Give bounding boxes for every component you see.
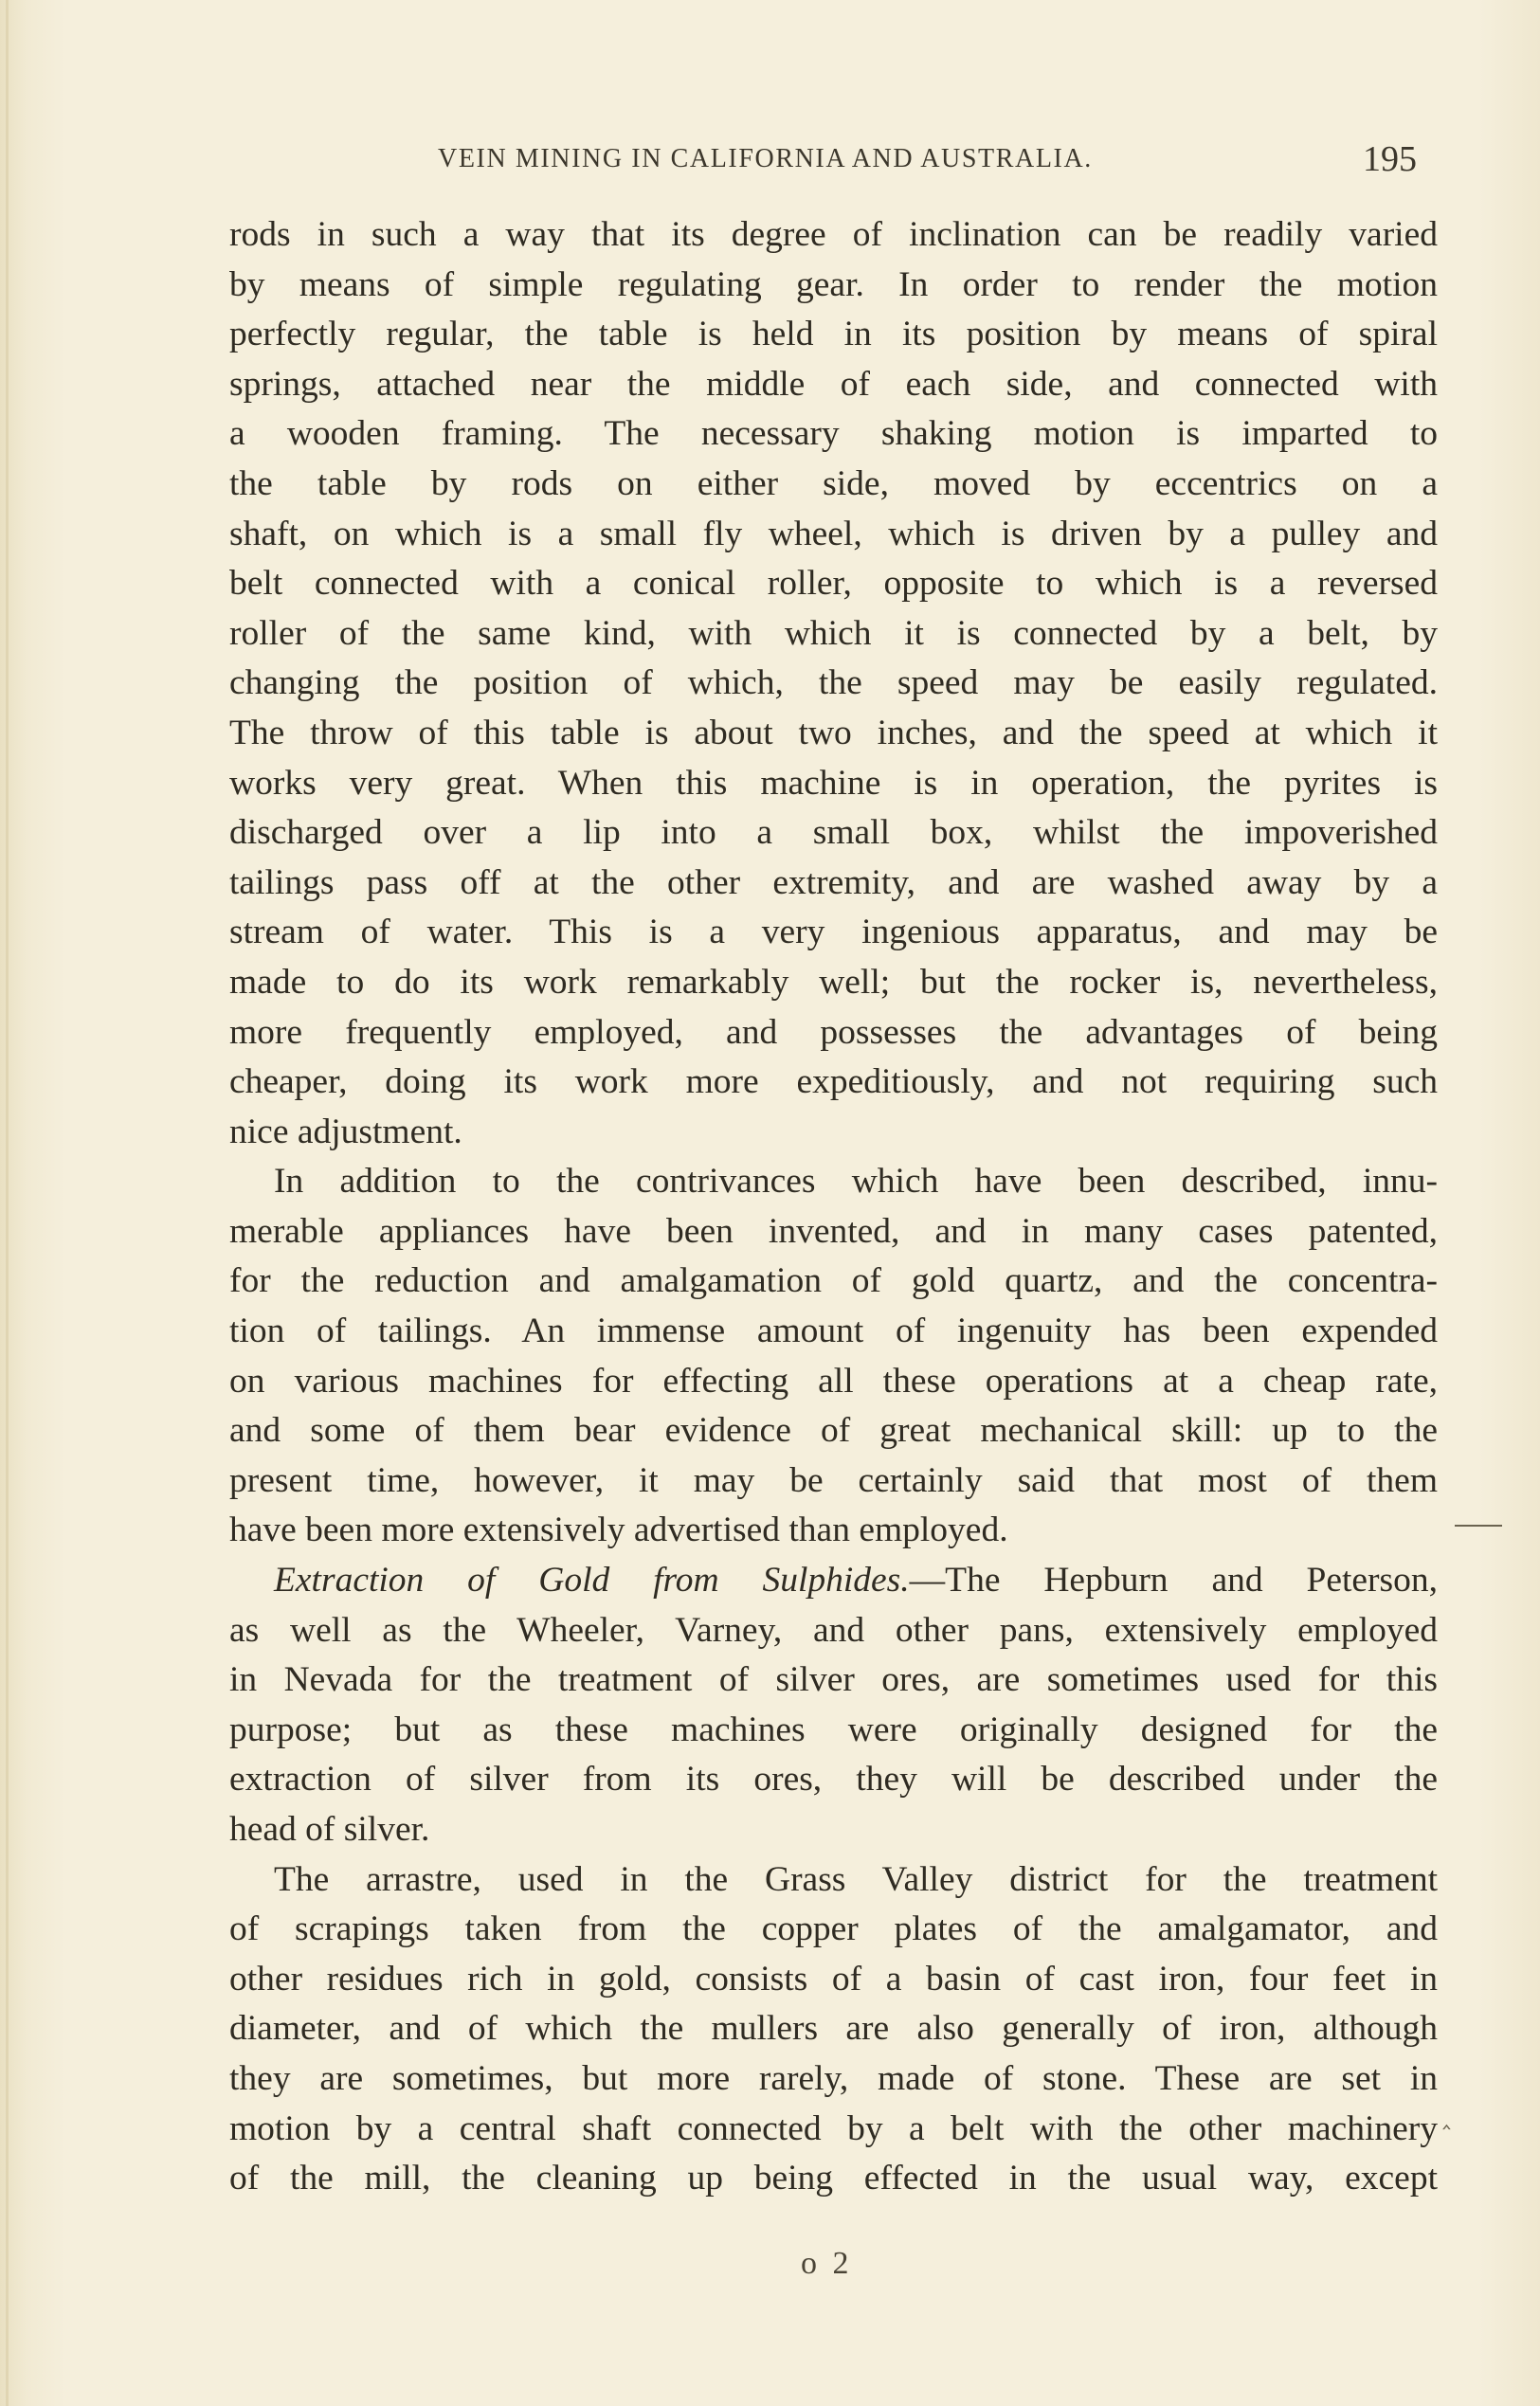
text-line: extraction of silver from its ores, they will be described under the [229, 1760, 1438, 1800]
paragraph-arrastre [229, 1855, 1438, 2204]
text-line: The throw of this table is about two inches, and the speed at which it [229, 713, 1438, 752]
text-line: as well as the Wheeler, Varney, and other pans, extensively employed [229, 1610, 1438, 1650]
body-text [229, 210, 1438, 2204]
page-gutter [6, 0, 9, 2406]
running-head: VEIN MINING IN CALIFORNIA AND AUSTRALIA. [438, 144, 1093, 173]
text-line: purpose; but as these machines were originally designed for the [229, 1710, 1438, 1749]
text-line: motion by a central shaft connected by a belt with the other machinery [229, 2108, 1438, 2148]
text-line: made to do its work remarkably well; but the rocker is, nevertheless, [229, 962, 1438, 1002]
text-line: a wooden framing. The necessary shaking motion is imparted to [229, 414, 1438, 454]
text-line: present time, however, it may be certainly said that most of them [229, 1460, 1438, 1500]
text-line: changing the position of which, the speed may be easily regulated. [229, 663, 1438, 703]
text-line: merable appliances have been invented, and in many cases patented, [229, 1211, 1438, 1251]
text-line: belt connected with a conical roller, opposite to which is a reversed [229, 564, 1438, 604]
text-line: for the reduction and amalgamation of gold quartz, and the concentra- [229, 1261, 1438, 1301]
text-line: perfectly regular, the table is held in its position by means of spiral [229, 315, 1438, 354]
text-line: more frequently employed, and possesses the advantages of being [229, 1012, 1438, 1052]
text-line: springs, attached near the middle of each side, and connected with [229, 364, 1438, 404]
text-line: they are sometimes, but more rarely, made of stone. These are set in [229, 2058, 1438, 2098]
text-line: The arrastre, used in the Grass Valley district for the treatment [274, 1859, 1438, 1899]
text-line: other residues rich in gold, consists of a basin of cast iron, four feet in [229, 1959, 1438, 1999]
text-line: roller of the same kind, with which it is connected by a belt, by [229, 613, 1438, 653]
text-line: the table by rods on either side, moved by eccentrics on a [229, 463, 1438, 503]
text-line: by means of simple regulating gear. In order to render the motion [229, 264, 1438, 304]
text-line: tailings pass off at the other extremity, and are washed away by a [229, 862, 1438, 902]
text-line: head of silver. [229, 1810, 430, 1849]
paragraph-extraction-sulphides [229, 1556, 1438, 1855]
page-header [438, 138, 1438, 186]
text-line: discharged over a lip into a small box, whilst the impoverished [229, 813, 1438, 853]
section-heading-inline: Extraction of Gold from Sulphides. [274, 1561, 910, 1601]
text-line: of scrapings taken from the copper plates of the amalgamator, and [229, 1909, 1438, 1949]
signature-mark: o 2 [801, 2246, 853, 2281]
text-line: and some of them bear evidence of great mechanical skill: up to the [229, 1411, 1438, 1451]
text-line: works very great. When this machine is in operation, the pyrites is [229, 763, 1438, 803]
text-line: In addition to the contrivances which have been described, innu- [274, 1162, 1438, 1202]
text-line: diameter, and of which the mullers are also generally of iron, although [229, 2009, 1438, 2049]
paragraph-rocker [229, 210, 1438, 1157]
text-line: stream of water. This is a very ingenious apparatus, and may be [229, 913, 1438, 952]
text-line: nice adjustment. [229, 1112, 462, 1151]
text-line: in Nevada for the treatment of silver ores, are sometimes used for this [229, 1660, 1438, 1700]
text-line: shaft, on which is a small fly wheel, which is driven by a pulley and [229, 514, 1438, 553]
text-line-rest: —The Hepburn and Peterson, [909, 1561, 1438, 1601]
margin-dash-mark [1455, 1525, 1502, 1527]
text-line: cheaper, doing its work more expeditiously, and not requiring such [229, 1062, 1438, 1102]
text-line [229, 1556, 1438, 1606]
paragraph-contrivances [229, 1157, 1438, 1556]
page-number: 195 [1363, 139, 1417, 179]
text-line: of the mill, the cleaning up being effected in the usual way, except [229, 2159, 1438, 2198]
text-line: on various machines for effecting all these operations at a cheap rate, [229, 1361, 1438, 1401]
text-line: tion of tailings. An immense amount of ingenuity has been expended [229, 1312, 1438, 1351]
text-line: rods in such a way that its degree of inclination can be readily varied [229, 215, 1438, 254]
margin-caret-mark: ‸ [1442, 2102, 1451, 2129]
text-line: have been more extensively advertised than employed. [229, 1511, 1008, 1550]
